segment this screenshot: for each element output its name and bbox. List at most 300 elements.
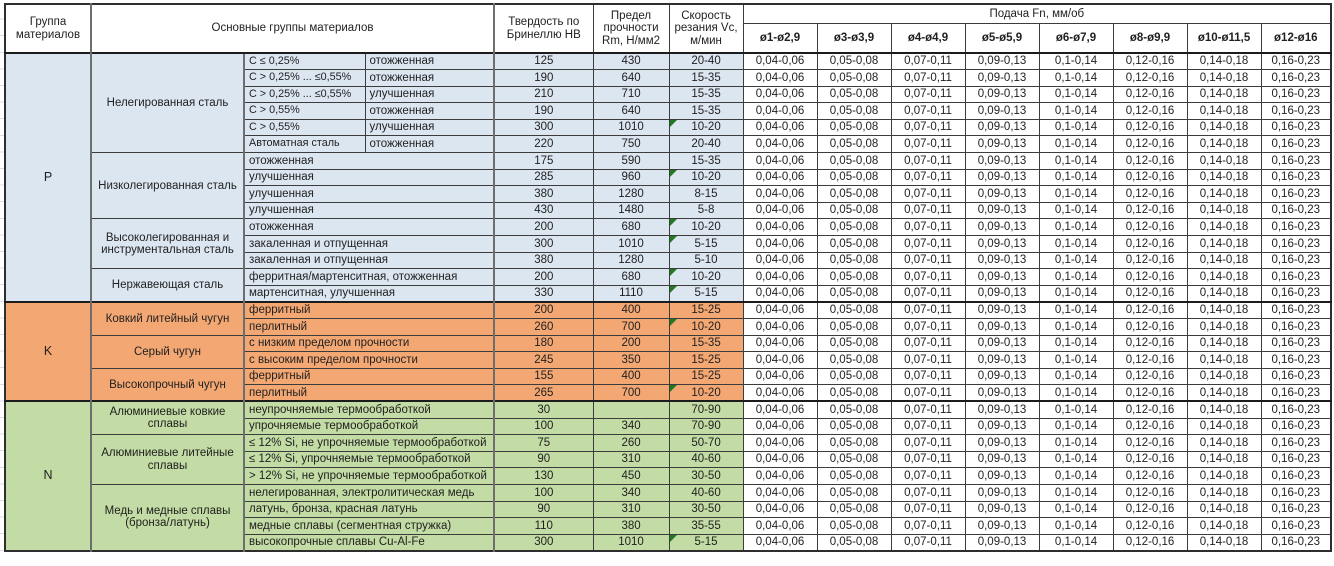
feed-cell-0[interactable]: 0,04-0,06: [743, 534, 817, 551]
feed-cell-5[interactable]: 0,12-0,16: [1113, 368, 1187, 385]
feed-cell-7[interactable]: 0,16-0,23: [1261, 418, 1331, 435]
feed-cell-6[interactable]: 0,14-0,18: [1187, 103, 1261, 120]
hardness-cell[interactable]: 285: [494, 169, 593, 186]
strength-cell[interactable]: 430: [593, 53, 669, 70]
feed-cell-5[interactable]: 0,12-0,16: [1113, 435, 1187, 452]
speed-cell[interactable]: 20-40: [669, 53, 743, 70]
hardness-cell[interactable]: 190: [494, 70, 593, 87]
feed-cell-7[interactable]: 0,16-0,23: [1261, 368, 1331, 385]
strength-cell[interactable]: 1110: [593, 285, 669, 302]
feed-cell-1[interactable]: 0,05-0,08: [817, 352, 891, 369]
feed-cell-6[interactable]: 0,14-0,18: [1187, 518, 1261, 535]
material-family-cell[interactable]: Нержавеющая сталь: [91, 269, 244, 302]
feed-cell-7[interactable]: 0,16-0,23: [1261, 269, 1331, 286]
material-description-cell[interactable]: мартенситная, улучшенная: [244, 285, 494, 302]
feed-cell-3[interactable]: 0,09-0,13: [965, 269, 1039, 286]
hardness-cell[interactable]: 180: [494, 335, 593, 352]
feed-cell-3[interactable]: 0,09-0,13: [965, 534, 1039, 551]
strength-cell[interactable]: 1280: [593, 252, 669, 269]
header-material-group[interactable]: Группа материалов: [5, 4, 91, 53]
feed-cell-4[interactable]: 0,1-0,14: [1039, 285, 1113, 302]
feed-cell-3[interactable]: 0,09-0,13: [965, 518, 1039, 535]
feed-cell-1[interactable]: 0,05-0,08: [817, 252, 891, 269]
material-family-cell[interactable]: Алюминиевые литейные сплавы: [91, 435, 244, 485]
feed-cell-6[interactable]: 0,14-0,18: [1187, 153, 1261, 170]
feed-cell-3[interactable]: 0,09-0,13: [965, 153, 1039, 170]
feed-cell-1[interactable]: 0,05-0,08: [817, 534, 891, 551]
feed-cell-7[interactable]: 0,16-0,23: [1261, 435, 1331, 452]
feed-cell-7[interactable]: 0,16-0,23: [1261, 385, 1331, 402]
feed-cell-4[interactable]: 0,1-0,14: [1039, 119, 1113, 136]
feed-cell-6[interactable]: 0,14-0,18: [1187, 484, 1261, 501]
feed-cell-0[interactable]: 0,04-0,06: [743, 335, 817, 352]
feed-cell-6[interactable]: 0,14-0,18: [1187, 86, 1261, 103]
feed-cell-7[interactable]: 0,16-0,23: [1261, 468, 1331, 485]
feed-cell-4[interactable]: 0,1-0,14: [1039, 534, 1113, 551]
hardness-cell[interactable]: 380: [494, 252, 593, 269]
feed-cell-3[interactable]: 0,09-0,13: [965, 136, 1039, 153]
feed-cell-6[interactable]: 0,14-0,18: [1187, 319, 1261, 336]
group-code-cell[interactable]: N: [5, 401, 91, 550]
feed-cell-4[interactable]: 0,1-0,14: [1039, 269, 1113, 286]
speed-cell[interactable]: 10-20: [669, 169, 743, 186]
feed-cell-5[interactable]: 0,12-0,16: [1113, 236, 1187, 253]
feed-cell-2[interactable]: 0,07-0,11: [891, 352, 965, 369]
feed-cell-1[interactable]: 0,05-0,08: [817, 401, 891, 418]
material-description-cell[interactable]: неупрочняемые термообработкой: [244, 401, 494, 418]
feed-cell-4[interactable]: 0,1-0,14: [1039, 352, 1113, 369]
feed-cell-5[interactable]: 0,12-0,16: [1113, 285, 1187, 302]
feed-cell-1[interactable]: 0,05-0,08: [817, 285, 891, 302]
feed-cell-4[interactable]: 0,1-0,14: [1039, 86, 1113, 103]
feed-cell-5[interactable]: 0,12-0,16: [1113, 418, 1187, 435]
speed-cell[interactable]: 5-10: [669, 252, 743, 269]
strength-cell[interactable]: 1480: [593, 202, 669, 219]
feed-cell-5[interactable]: 0,12-0,16: [1113, 468, 1187, 485]
strength-cell[interactable]: 700: [593, 385, 669, 402]
feed-cell-7[interactable]: 0,16-0,23: [1261, 153, 1331, 170]
feed-cell-6[interactable]: 0,14-0,18: [1187, 70, 1261, 87]
feed-cell-4[interactable]: 0,1-0,14: [1039, 103, 1113, 120]
strength-cell[interactable]: 1010: [593, 236, 669, 253]
material-description-cell[interactable]: улучшенная: [244, 186, 494, 203]
feed-cell-3[interactable]: 0,09-0,13: [965, 186, 1039, 203]
speed-cell[interactable]: 30-50: [669, 468, 743, 485]
feed-cell-1[interactable]: 0,05-0,08: [817, 86, 891, 103]
feed-cell-7[interactable]: 0,16-0,23: [1261, 352, 1331, 369]
strength-cell[interactable]: 380: [593, 518, 669, 535]
feed-cell-2[interactable]: 0,07-0,11: [891, 119, 965, 136]
hardness-cell[interactable]: 200: [494, 302, 593, 319]
feed-cell-0[interactable]: 0,04-0,06: [743, 451, 817, 468]
feed-cell-4[interactable]: 0,1-0,14: [1039, 368, 1113, 385]
material-family-cell[interactable]: Алюминиевые ковкие сплавы: [91, 401, 244, 434]
group-code-cell[interactable]: K: [5, 302, 91, 402]
feed-cell-1[interactable]: 0,05-0,08: [817, 269, 891, 286]
feed-cell-7[interactable]: 0,16-0,23: [1261, 401, 1331, 418]
feed-cell-0[interactable]: 0,04-0,06: [743, 119, 817, 136]
feed-cell-4[interactable]: 0,1-0,14: [1039, 335, 1113, 352]
feed-cell-2[interactable]: 0,07-0,11: [891, 468, 965, 485]
material-condition-cell[interactable]: C > 0,25% ... ≤0,55%: [244, 70, 365, 87]
feed-cell-2[interactable]: 0,07-0,11: [891, 169, 965, 186]
material-state-cell[interactable]: улучшенная: [365, 119, 494, 136]
feed-cell-2[interactable]: 0,07-0,11: [891, 70, 965, 87]
feed-cell-1[interactable]: 0,05-0,08: [817, 236, 891, 253]
feed-cell-0[interactable]: 0,04-0,06: [743, 501, 817, 518]
feed-cell-7[interactable]: 0,16-0,23: [1261, 335, 1331, 352]
material-family-cell[interactable]: Медь и медные сплавы (бронза/латунь): [91, 484, 244, 550]
hardness-cell[interactable]: 245: [494, 352, 593, 369]
strength-cell[interactable]: 340: [593, 418, 669, 435]
feed-cell-7[interactable]: 0,16-0,23: [1261, 518, 1331, 535]
feed-cell-6[interactable]: 0,14-0,18: [1187, 501, 1261, 518]
strength-cell[interactable]: 680: [593, 269, 669, 286]
feed-cell-2[interactable]: 0,07-0,11: [891, 418, 965, 435]
header-diameter-7[interactable]: ø12-ø16: [1261, 23, 1331, 53]
feed-cell-4[interactable]: 0,1-0,14: [1039, 319, 1113, 336]
material-description-cell[interactable]: ферритный: [244, 302, 494, 319]
material-condition-cell[interactable]: Автоматная сталь: [244, 136, 365, 153]
feed-cell-5[interactable]: 0,12-0,16: [1113, 202, 1187, 219]
feed-cell-5[interactable]: 0,12-0,16: [1113, 86, 1187, 103]
feed-cell-2[interactable]: 0,07-0,11: [891, 368, 965, 385]
header-diameter-0[interactable]: ø1-ø2,9: [743, 23, 817, 53]
feed-cell-0[interactable]: 0,04-0,06: [743, 401, 817, 418]
header-diameter-6[interactable]: ø10-ø11,5: [1187, 23, 1261, 53]
feed-cell-7[interactable]: 0,16-0,23: [1261, 302, 1331, 319]
feed-cell-1[interactable]: 0,05-0,08: [817, 501, 891, 518]
speed-cell[interactable]: 5-15: [669, 236, 743, 253]
feed-cell-5[interactable]: 0,12-0,16: [1113, 501, 1187, 518]
feed-cell-0[interactable]: 0,04-0,06: [743, 368, 817, 385]
speed-cell[interactable]: 10-20: [669, 269, 743, 286]
feed-cell-6[interactable]: 0,14-0,18: [1187, 335, 1261, 352]
strength-cell[interactable]: 640: [593, 103, 669, 120]
feed-cell-6[interactable]: 0,14-0,18: [1187, 401, 1261, 418]
header-diameter-2[interactable]: ø4-ø4,9: [891, 23, 965, 53]
material-description-cell[interactable]: высокопрочные сплавы Cu-Al-Fe: [244, 534, 494, 551]
feed-cell-7[interactable]: 0,16-0,23: [1261, 119, 1331, 136]
speed-cell[interactable]: 15-25: [669, 352, 743, 369]
material-description-cell[interactable]: с низким пределом прочности: [244, 335, 494, 352]
material-family-cell[interactable]: Высоколегированная и инструментальная сталь: [91, 219, 244, 269]
feed-cell-1[interactable]: 0,05-0,08: [817, 451, 891, 468]
material-family-cell[interactable]: Низколегированная сталь: [91, 153, 244, 219]
feed-cell-5[interactable]: 0,12-0,16: [1113, 385, 1187, 402]
hardness-cell[interactable]: 75: [494, 435, 593, 452]
feed-cell-6[interactable]: 0,14-0,18: [1187, 119, 1261, 136]
feed-cell-4[interactable]: 0,1-0,14: [1039, 252, 1113, 269]
feed-cell-2[interactable]: 0,07-0,11: [891, 385, 965, 402]
speed-cell[interactable]: 10-20: [669, 319, 743, 336]
feed-cell-4[interactable]: 0,1-0,14: [1039, 302, 1113, 319]
material-description-cell[interactable]: латунь, бронза, красная латунь: [244, 501, 494, 518]
feed-cell-2[interactable]: 0,07-0,11: [891, 153, 965, 170]
feed-cell-5[interactable]: 0,12-0,16: [1113, 518, 1187, 535]
hardness-cell[interactable]: 300: [494, 236, 593, 253]
feed-cell-5[interactable]: 0,12-0,16: [1113, 319, 1187, 336]
feed-cell-6[interactable]: 0,14-0,18: [1187, 451, 1261, 468]
feed-cell-1[interactable]: 0,05-0,08: [817, 368, 891, 385]
feed-cell-0[interactable]: 0,04-0,06: [743, 186, 817, 203]
feed-cell-7[interactable]: 0,16-0,23: [1261, 53, 1331, 70]
speed-cell[interactable]: 10-20: [669, 385, 743, 402]
feed-cell-3[interactable]: 0,09-0,13: [965, 302, 1039, 319]
feed-cell-2[interactable]: 0,07-0,11: [891, 53, 965, 70]
feed-cell-6[interactable]: 0,14-0,18: [1187, 136, 1261, 153]
feed-cell-2[interactable]: 0,07-0,11: [891, 401, 965, 418]
feed-cell-7[interactable]: 0,16-0,23: [1261, 319, 1331, 336]
material-description-cell[interactable]: ≤ 12% Si, упрочняемые термообработкой: [244, 451, 494, 468]
feed-cell-3[interactable]: 0,09-0,13: [965, 368, 1039, 385]
speed-cell[interactable]: 70-90: [669, 401, 743, 418]
feed-cell-2[interactable]: 0,07-0,11: [891, 285, 965, 302]
hardness-cell[interactable]: 200: [494, 269, 593, 286]
feed-cell-0[interactable]: 0,04-0,06: [743, 418, 817, 435]
feed-cell-0[interactable]: 0,04-0,06: [743, 352, 817, 369]
feed-cell-0[interactable]: 0,04-0,06: [743, 252, 817, 269]
header-brinell-hardness[interactable]: Твердость по Бринеллю НВ: [494, 4, 593, 53]
feed-cell-5[interactable]: 0,12-0,16: [1113, 119, 1187, 136]
feed-cell-5[interactable]: 0,12-0,16: [1113, 269, 1187, 286]
speed-cell[interactable]: 35-55: [669, 518, 743, 535]
feed-cell-7[interactable]: 0,16-0,23: [1261, 501, 1331, 518]
feed-cell-1[interactable]: 0,05-0,08: [817, 186, 891, 203]
material-description-cell[interactable]: > 12% Si, не упрочняемые термообработкой: [244, 468, 494, 485]
feed-cell-5[interactable]: 0,12-0,16: [1113, 335, 1187, 352]
feed-cell-3[interactable]: 0,09-0,13: [965, 501, 1039, 518]
material-description-cell[interactable]: улучшенная: [244, 169, 494, 186]
header-feed[interactable]: Подача Fn, мм/об: [743, 4, 1331, 23]
strength-cell[interactable]: 750: [593, 136, 669, 153]
feed-cell-6[interactable]: 0,14-0,18: [1187, 269, 1261, 286]
feed-cell-4[interactable]: 0,1-0,14: [1039, 202, 1113, 219]
material-condition-cell[interactable]: C > 0,25% ... ≤0,55%: [244, 86, 365, 103]
speed-cell[interactable]: 70-90: [669, 418, 743, 435]
feed-cell-0[interactable]: 0,04-0,06: [743, 136, 817, 153]
feed-cell-2[interactable]: 0,07-0,11: [891, 335, 965, 352]
material-state-cell[interactable]: отожженная: [365, 53, 494, 70]
feed-cell-0[interactable]: 0,04-0,06: [743, 202, 817, 219]
feed-cell-7[interactable]: 0,16-0,23: [1261, 202, 1331, 219]
feed-cell-4[interactable]: 0,1-0,14: [1039, 236, 1113, 253]
feed-cell-3[interactable]: 0,09-0,13: [965, 252, 1039, 269]
feed-cell-3[interactable]: 0,09-0,13: [965, 335, 1039, 352]
feed-cell-6[interactable]: 0,14-0,18: [1187, 352, 1261, 369]
speed-cell[interactable]: 40-60: [669, 451, 743, 468]
feed-cell-6[interactable]: 0,14-0,18: [1187, 219, 1261, 236]
feed-cell-2[interactable]: 0,07-0,11: [891, 435, 965, 452]
group-code-cell[interactable]: P: [5, 53, 91, 302]
hardness-cell[interactable]: 260: [494, 319, 593, 336]
feed-cell-1[interactable]: 0,05-0,08: [817, 518, 891, 535]
header-diameter-1[interactable]: ø3-ø3,9: [817, 23, 891, 53]
strength-cell[interactable]: 400: [593, 368, 669, 385]
feed-cell-1[interactable]: 0,05-0,08: [817, 136, 891, 153]
feed-cell-1[interactable]: 0,05-0,08: [817, 484, 891, 501]
feed-cell-1[interactable]: 0,05-0,08: [817, 119, 891, 136]
feed-cell-6[interactable]: 0,14-0,18: [1187, 202, 1261, 219]
feed-cell-0[interactable]: 0,04-0,06: [743, 269, 817, 286]
feed-cell-5[interactable]: 0,12-0,16: [1113, 103, 1187, 120]
header-diameter-5[interactable]: ø8-ø9,9: [1113, 23, 1187, 53]
feed-cell-7[interactable]: 0,16-0,23: [1261, 186, 1331, 203]
feed-cell-6[interactable]: 0,14-0,18: [1187, 186, 1261, 203]
feed-cell-3[interactable]: 0,09-0,13: [965, 319, 1039, 336]
feed-cell-6[interactable]: 0,14-0,18: [1187, 534, 1261, 551]
strength-cell[interactable]: 1280: [593, 186, 669, 203]
feed-cell-0[interactable]: 0,04-0,06: [743, 302, 817, 319]
feed-cell-1[interactable]: 0,05-0,08: [817, 435, 891, 452]
material-state-cell[interactable]: отожженная: [365, 103, 494, 120]
feed-cell-6[interactable]: 0,14-0,18: [1187, 368, 1261, 385]
feed-cell-5[interactable]: 0,12-0,16: [1113, 153, 1187, 170]
feed-cell-1[interactable]: 0,05-0,08: [817, 169, 891, 186]
feed-cell-4[interactable]: 0,1-0,14: [1039, 468, 1113, 485]
feed-cell-1[interactable]: 0,05-0,08: [817, 70, 891, 87]
feed-cell-0[interactable]: 0,04-0,06: [743, 319, 817, 336]
feed-cell-4[interactable]: 0,1-0,14: [1039, 186, 1113, 203]
feed-cell-0[interactable]: 0,04-0,06: [743, 103, 817, 120]
feed-cell-5[interactable]: 0,12-0,16: [1113, 252, 1187, 269]
feed-cell-7[interactable]: 0,16-0,23: [1261, 252, 1331, 269]
speed-cell[interactable]: 15-35: [669, 86, 743, 103]
feed-cell-2[interactable]: 0,07-0,11: [891, 186, 965, 203]
hardness-cell[interactable]: 430: [494, 202, 593, 219]
feed-cell-4[interactable]: 0,1-0,14: [1039, 518, 1113, 535]
strength-cell[interactable]: [593, 401, 669, 418]
feed-cell-2[interactable]: 0,07-0,11: [891, 484, 965, 501]
material-state-cell[interactable]: улучшенная: [365, 86, 494, 103]
feed-cell-7[interactable]: 0,16-0,23: [1261, 285, 1331, 302]
material-state-cell[interactable]: отожженная: [365, 70, 494, 87]
material-description-cell[interactable]: с высоким пределом прочности: [244, 352, 494, 369]
material-description-cell[interactable]: отожженная: [244, 219, 494, 236]
strength-cell[interactable]: 400: [593, 302, 669, 319]
feed-cell-0[interactable]: 0,04-0,06: [743, 169, 817, 186]
feed-cell-2[interactable]: 0,07-0,11: [891, 319, 965, 336]
feed-cell-6[interactable]: 0,14-0,18: [1187, 169, 1261, 186]
feed-cell-2[interactable]: 0,07-0,11: [891, 451, 965, 468]
strength-cell[interactable]: 310: [593, 501, 669, 518]
feed-cell-6[interactable]: 0,14-0,18: [1187, 236, 1261, 253]
header-diameter-4[interactable]: ø6-ø7,9: [1039, 23, 1113, 53]
hardness-cell[interactable]: 380: [494, 186, 593, 203]
feed-cell-0[interactable]: 0,04-0,06: [743, 435, 817, 452]
feed-cell-0[interactable]: 0,04-0,06: [743, 468, 817, 485]
feed-cell-7[interactable]: 0,16-0,23: [1261, 219, 1331, 236]
hardness-cell[interactable]: 100: [494, 418, 593, 435]
feed-cell-4[interactable]: 0,1-0,14: [1039, 219, 1113, 236]
speed-cell[interactable]: 5-8: [669, 202, 743, 219]
material-description-cell[interactable]: ферритный: [244, 368, 494, 385]
strength-cell[interactable]: 450: [593, 468, 669, 485]
speed-cell[interactable]: 20-40: [669, 136, 743, 153]
feed-cell-7[interactable]: 0,16-0,23: [1261, 103, 1331, 120]
hardness-cell[interactable]: 300: [494, 119, 593, 136]
feed-cell-7[interactable]: 0,16-0,23: [1261, 169, 1331, 186]
feed-cell-4[interactable]: 0,1-0,14: [1039, 153, 1113, 170]
header-cutting-speed[interactable]: Скорость резания Vc, м/мин: [669, 4, 743, 53]
feed-cell-0[interactable]: 0,04-0,06: [743, 236, 817, 253]
speed-cell[interactable]: 15-25: [669, 368, 743, 385]
feed-cell-6[interactable]: 0,14-0,18: [1187, 302, 1261, 319]
material-condition-cell[interactable]: C > 0,55%: [244, 103, 365, 120]
feed-cell-2[interactable]: 0,07-0,11: [891, 252, 965, 269]
strength-cell[interactable]: 340: [593, 484, 669, 501]
feed-cell-5[interactable]: 0,12-0,16: [1113, 534, 1187, 551]
hardness-cell[interactable]: 90: [494, 501, 593, 518]
feed-cell-5[interactable]: 0,12-0,16: [1113, 53, 1187, 70]
feed-cell-7[interactable]: 0,16-0,23: [1261, 70, 1331, 87]
material-description-cell[interactable]: медные сплавы (сегментная стружка): [244, 518, 494, 535]
hardness-cell[interactable]: 200: [494, 219, 593, 236]
feed-cell-2[interactable]: 0,07-0,11: [891, 501, 965, 518]
feed-cell-6[interactable]: 0,14-0,18: [1187, 435, 1261, 452]
speed-cell[interactable]: 15-35: [669, 153, 743, 170]
feed-cell-5[interactable]: 0,12-0,16: [1113, 219, 1187, 236]
feed-cell-2[interactable]: 0,07-0,11: [891, 86, 965, 103]
feed-cell-3[interactable]: 0,09-0,13: [965, 418, 1039, 435]
feed-cell-2[interactable]: 0,07-0,11: [891, 103, 965, 120]
feed-cell-1[interactable]: 0,05-0,08: [817, 319, 891, 336]
feed-cell-4[interactable]: 0,1-0,14: [1039, 501, 1113, 518]
hardness-cell[interactable]: 210: [494, 86, 593, 103]
material-description-cell[interactable]: перлитный: [244, 385, 494, 402]
feed-cell-2[interactable]: 0,07-0,11: [891, 136, 965, 153]
feed-cell-7[interactable]: 0,16-0,23: [1261, 236, 1331, 253]
feed-cell-5[interactable]: 0,12-0,16: [1113, 451, 1187, 468]
hardness-cell[interactable]: 190: [494, 103, 593, 120]
material-condition-cell[interactable]: C ≤ 0,25%: [244, 53, 365, 70]
strength-cell[interactable]: 310: [593, 451, 669, 468]
feed-cell-6[interactable]: 0,14-0,18: [1187, 468, 1261, 485]
feed-cell-2[interactable]: 0,07-0,11: [891, 202, 965, 219]
strength-cell[interactable]: 1010: [593, 534, 669, 551]
feed-cell-0[interactable]: 0,04-0,06: [743, 219, 817, 236]
speed-cell[interactable]: 15-35: [669, 335, 743, 352]
feed-cell-4[interactable]: 0,1-0,14: [1039, 484, 1113, 501]
feed-cell-3[interactable]: 0,09-0,13: [965, 119, 1039, 136]
hardness-cell[interactable]: 110: [494, 518, 593, 535]
speed-cell[interactable]: 40-60: [669, 484, 743, 501]
hardness-cell[interactable]: 300: [494, 534, 593, 551]
material-description-cell[interactable]: ≤ 12% Si, не упрочняемые термообработкой: [244, 435, 494, 452]
hardness-cell[interactable]: 330: [494, 285, 593, 302]
feed-cell-1[interactable]: 0,05-0,08: [817, 302, 891, 319]
strength-cell[interactable]: 640: [593, 70, 669, 87]
strength-cell[interactable]: 590: [593, 153, 669, 170]
material-family-cell[interactable]: Серый чугун: [91, 335, 244, 368]
feed-cell-3[interactable]: 0,09-0,13: [965, 451, 1039, 468]
feed-cell-0[interactable]: 0,04-0,06: [743, 285, 817, 302]
feed-cell-3[interactable]: 0,09-0,13: [965, 236, 1039, 253]
material-description-cell[interactable]: улучшенная: [244, 202, 494, 219]
feed-cell-3[interactable]: 0,09-0,13: [965, 169, 1039, 186]
speed-cell[interactable]: 15-25: [669, 302, 743, 319]
material-description-cell[interactable]: закаленная и отпущенная: [244, 252, 494, 269]
feed-cell-4[interactable]: 0,1-0,14: [1039, 418, 1113, 435]
feed-cell-4[interactable]: 0,1-0,14: [1039, 53, 1113, 70]
hardness-cell[interactable]: 100: [494, 484, 593, 501]
feed-cell-5[interactable]: 0,12-0,16: [1113, 302, 1187, 319]
feed-cell-7[interactable]: 0,16-0,23: [1261, 451, 1331, 468]
speed-cell[interactable]: 5-15: [669, 534, 743, 551]
hardness-cell[interactable]: 90: [494, 451, 593, 468]
feed-cell-7[interactable]: 0,16-0,23: [1261, 534, 1331, 551]
header-main-material-groups[interactable]: Основные группы материалов: [91, 4, 494, 53]
